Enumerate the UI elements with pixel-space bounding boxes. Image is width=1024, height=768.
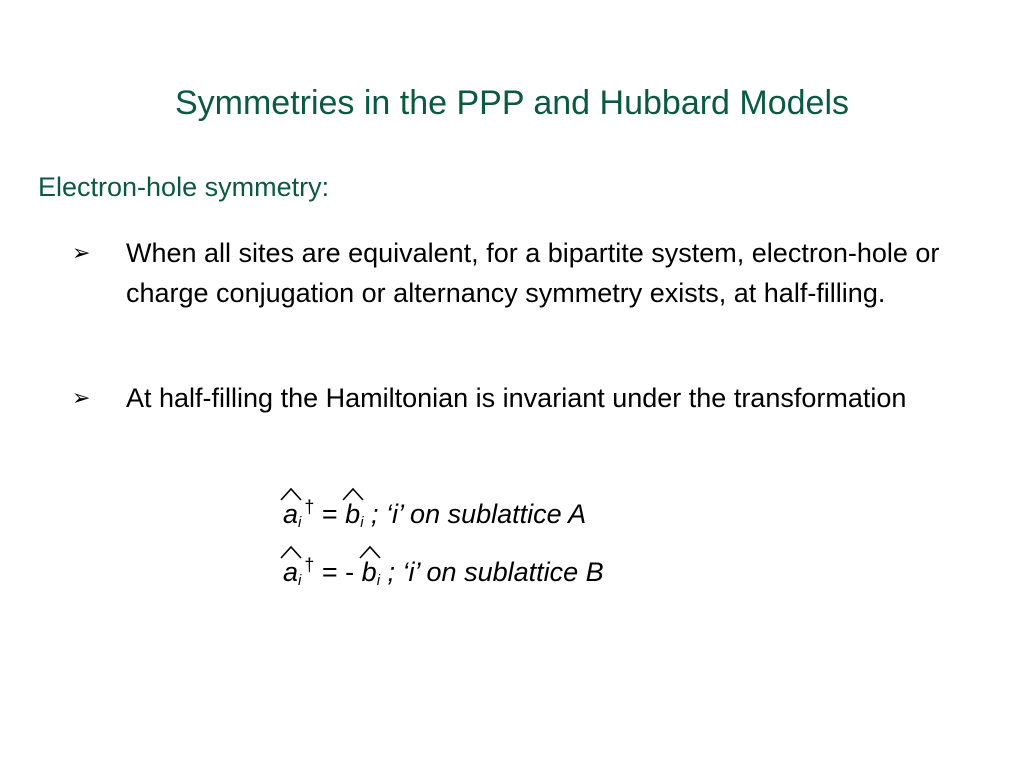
operator-a: [283, 499, 301, 531]
equation-sublattice-a: [283, 497, 586, 531]
hat-icon: [279, 545, 303, 559]
operator-b-sub: i: [360, 514, 364, 531]
operator-a-var: a: [283, 499, 299, 529]
operator-a-var: a: [283, 557, 299, 587]
equals-sign: =: [314, 499, 346, 529]
bullet-item: [72, 378, 952, 418]
operator-b-sub: i: [376, 572, 381, 589]
operator-b: [345, 499, 363, 531]
equation-condition: ; ‘i’ on sublattice B: [380, 557, 604, 587]
operator-a: [283, 557, 301, 589]
operator-b-var: b: [361, 557, 377, 587]
arrow-bullet-icon: ➢: [72, 385, 91, 410]
dagger-symbol: †: [304, 497, 315, 517]
operator-b: [362, 557, 380, 589]
slide-title: Symmetries in the PPP and Hubbard Models: [174, 84, 850, 122]
bullet-text: At half-filling the Hamiltonian is invariant under the transformation: [126, 383, 907, 413]
equation-condition: ; ‘i’ on sublattice A: [363, 499, 587, 529]
bullet-text: When all sites are equivalent, for a bipartite system, electron-hole or charge conjugation or alternancy symmetry exists, at half-filling.: [126, 238, 940, 308]
equation-sublattice-b: [283, 555, 604, 589]
dagger-symbol: †: [304, 555, 315, 575]
hat-icon: [358, 545, 382, 559]
equals-minus-sign: = -: [314, 557, 362, 587]
operator-b-var: b: [345, 499, 361, 529]
section-heading: Electron-hole symmetry:: [38, 172, 330, 202]
operator-a-sub: i: [298, 572, 302, 589]
bullet-item: [72, 233, 952, 313]
operator-a-sub: i: [298, 514, 302, 531]
arrow-bullet-icon: ➢: [72, 240, 91, 265]
hat-icon: [341, 487, 365, 501]
hat-icon: [279, 487, 303, 501]
